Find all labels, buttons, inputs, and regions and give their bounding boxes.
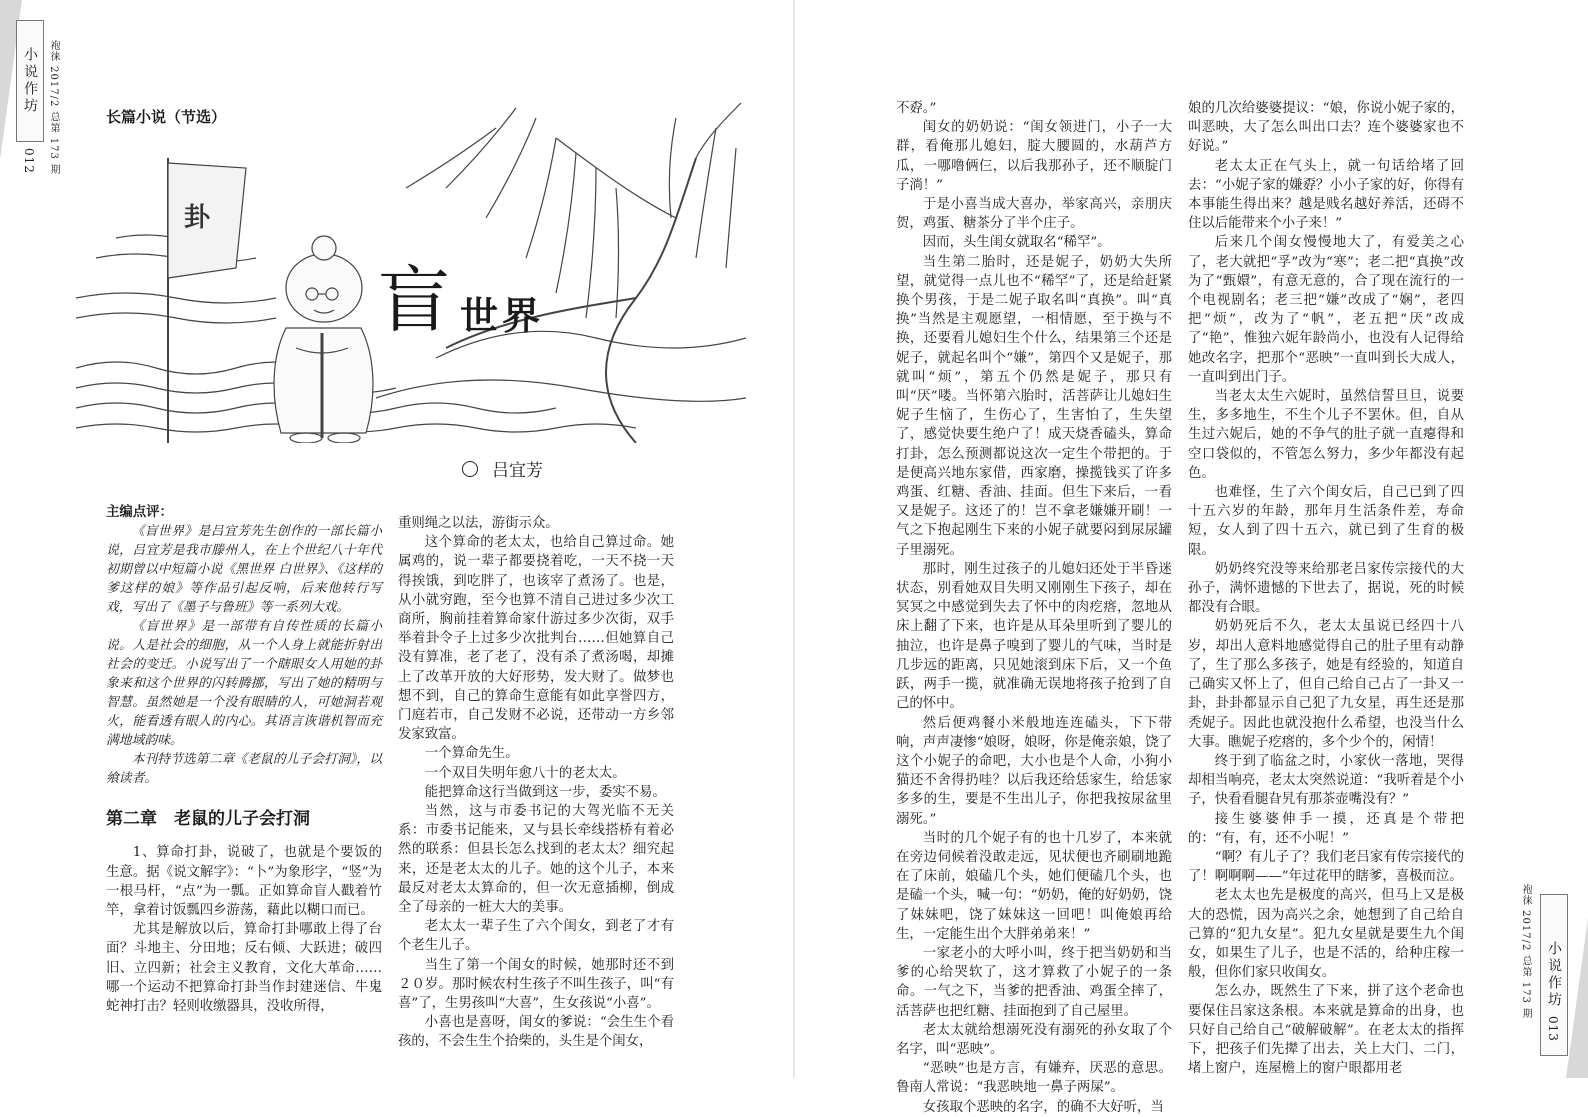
body-paragraph: 当老太太生六妮时，虽然信誓旦旦，说要生，多多地生，不生个儿子不罢休。但，自从生过六妮后，她的不争气的肚子就一直瘪得和空口袋似的，不管怎么努力，多少年都没有起色。 — [1188, 389, 1464, 481]
column-3 — [896, 99, 1172, 1117]
article-title — [378, 260, 544, 340]
editor-note-title: 主编点评： — [106, 504, 173, 520]
body-paragraph: 一个算命先生。 — [424, 746, 519, 762]
left-margin-tab-label: 小说作坊 — [22, 47, 38, 115]
column-4 — [1188, 99, 1464, 1078]
body-paragraph: 怎么办，既然生了下来，拼了这个老命也要保住吕家这条根。本来就是算命的出身，也只好自己给自己“破解破解”。在老太太的指挥下，把孩子们先撵了出去，关上大门、二门，堵上窗户，连屋檐上的窗户眼都用老 — [1188, 984, 1464, 1077]
column-2 — [398, 514, 674, 1052]
body-paragraph: 当生了第一个闺女的时候，她那时还不到２０岁。那时候农村生孩子不叫生孩子，叫“有喜”了，生男孩叫“大喜”，生女孩说“小喜”。 — [398, 957, 674, 1012]
body-paragraph: 因而，头生闺女就取名“稀罕”。 — [922, 235, 1111, 251]
body-paragraph: 接生婆婆伸手一摸，还真是个带把的：“有，有，还不小呢！” — [1188, 811, 1464, 846]
body-paragraph: 那时，刚生过孩子的儿媳妇还处于半昏迷状态，别看她双目失明又刚刚生下孩子，却在冥冥之中感觉到失去了怀中的肉疙瘩，忽地从床上翻了下来，也许是从耳朵里听到了婴儿的抽泣，也许是鼻子嗅到了婴儿的气味，当时是几步远的距离，只见她滚到床下后，又一个鱼跃，两手一揽，就准确无误地将孩子抢到了自己的怀中。 — [896, 561, 1172, 712]
body-paragraph: 重则绳之以法，游街示众。 — [398, 516, 559, 531]
editor-note-paragraph: 本刊特节选第二章《老鼠的儿子会打洞》，以飨读者。 — [106, 752, 382, 787]
body-paragraph: 能把算命这行当做到这一步，委实不易。 — [424, 784, 666, 800]
page-fold — [793, 0, 795, 1078]
body-paragraph: 闺女的奶奶说：“闺女领进门，小子一大群，看俺那儿媳妇，腚大腰圆的，水葫芦方瓜，一哪噜俩仨，以后我那孙子，还不顺腚门子淌！” — [896, 120, 1172, 193]
column-1 — [106, 503, 382, 1016]
body-paragraph: 这个算命的老太太，也给自己算过命。她属鸡的，说一辈子都要挠着吃，一天不挠一天得挨饿，到吃胖了，也该宰了煮汤了。也是，从小就穷跑，至今也算不清自己进过多少次工商所，胸前挂着算命家什游过多少次街，双手举着卦令子上过多少次批判台……但她算自己没有算准，老了老了，没有杀了煮汤喝，却摊上了改革开放的大好形势，发大财了。做梦也想不到，自己的算命生意能有如此享誉四方，门庭若市，自己发财不必说，还带动一方乡邻发家致富。 — [398, 535, 674, 743]
right-page-number: 013 — [1546, 1016, 1560, 1042]
right-margin-tab-label: 小说作坊 — [1546, 941, 1562, 1009]
body-paragraph: 小喜也是喜呀，闺女的爹说：“会生生个看孩的，不会生生个拾柴的，头生是个闺女， — [398, 1015, 674, 1050]
body-paragraph: 尤其是解放以后，算命打卦哪敢上得了台面？斗地主、分田地；反右倾、大跃进；破四旧、立四新；社会主义教育，文化大革命……哪一个运动不把算命打卦当作封建迷信、牛鬼蛇神打击？轻则收缴器具，没收所得， — [106, 922, 382, 1015]
chapter-title: 第二章 老鼠的儿子会打洞 — [106, 809, 310, 830]
left-page-number: 012 — [22, 148, 36, 174]
right-issue-info: 袍徕 2017/2 总第 173 期 — [1520, 884, 1531, 1019]
editor-note-paragraph: 《盲世界》是吕宜芳先生创作的一部长篇小说，吕宜芳是我市滕州人，在上个世纪八十年代初期曾以中短篇小说《黑世界 白世界》、《这样的爹这样的娘》等作品引起反响，后来他转行写戏，写出了《墨子与鲁班》等一系列大戏。 — [106, 524, 382, 616]
body-paragraph: 一家老小的大呼小叫，终于把当奶奶和当爹的心给哭软了，这才算救了小妮子的一条命。一气之下，当爹的把香油、鸡蛋全摔了，活菩萨也把红糖、挂面抱到了自己屋里。 — [896, 945, 1172, 1019]
body-paragraph: 终于到了临盆之时，小家伙一落地，哭得却相当响亮，老太太突然说道：“我听着是个小子，快看看腿旮旯有那茶壶嘴没有？” — [1188, 753, 1464, 808]
author-line — [462, 456, 543, 481]
body-paragraph: 当然，这与市委书记的大驾光临不无关系：市委书记能来，又与县长牵线搭桥有着必然的联系：但县长怎么找到的老太太？细究起来，还是老太太的儿子。她的这个儿子，本来最反对老太太算命的，但一次无意插柳，倒成全了母亲的一桩大大的美事。 — [398, 804, 674, 916]
flag-character: 卦 — [184, 203, 211, 233]
author-name: 吕宜芳 — [492, 461, 543, 481]
section-label: 长篇小说（节选） — [106, 108, 227, 126]
body-paragraph: 于是小喜当成大喜办，举家高兴，亲朋庆贺，鸡蛋、糖茶分了半个庄子。 — [896, 197, 1172, 232]
body-paragraph: 不孬。” — [896, 101, 937, 116]
body-paragraph: 女孩取个恶映的名字，的确不大好听，当 — [922, 1099, 1164, 1115]
body-paragraph: 老太太就给想溺死没有溺死的孙女取了个名字，叫“恶映”。 — [896, 1022, 1172, 1057]
body-paragraph: 当生第二胎时，还是妮子，奶奶大失所望，就觉得一点儿也不“稀罕”了，还是给赶紧换个男孩，于是二妮子取名叫“真换”。叫“真换”当然是主观愿望，一相情愿，至于换与不换，还要看儿媳妇生个什么，结果第三个还是妮子，就起名叫个“嫌”，第四个又是妮子，那就叫“烦”，第五个仍然是妮子，那只有叫“厌”喽。当怀第六胎时，活菩萨让儿媳妇生妮子生恼了，生伤心了，生害怕了，生失望了，感觉快要生绝户了！成天烧香磕头，算命打卦，怎么预测都说这次一定生个带把的。于是便高兴地东家借，西家磨，操揽钱买了许多鸡蛋、红糖、香油、挂面。但生下来后，一看又是妮子。这还了的！岂不拿老嫌嫌开刷！一气之下抱起刚生下来的小妮子就要闷到尿尿罐子里溺死。 — [896, 254, 1172, 558]
body-paragraph: 也难怪，生了六个闺女后，自己已到了四十五六岁的年龄，那年月生活条件差，寿命短，女人到了四十五六，就已到了生育的极限。 — [1188, 485, 1464, 558]
body-paragraph: 然后便鸡餐小米般地连连磕头，下下带响，声声凄惨“娘呀，娘呀，你是俺亲娘，饶了这个小妮子的命吧，大小也是个人命，小狗小猫还不舍得扔哇？以后我还给恁家生，给恁家多多的生，要是不生出儿子，你把我按尿盆里溺死。” — [896, 715, 1172, 827]
left-issue-info: 袍徕 2017/2 总第 173 期 — [48, 40, 59, 175]
body-paragraph: 奶奶终究没等来给那老吕家传宗接代的大孙子，满怀遗憾的下世去了，据说，死的时候都没有合眼。 — [1188, 561, 1464, 616]
body-paragraph: 奶奶死后不久，老太太虽说已经四十八岁，却出人意料地感觉得自己的肚子里有动静了，生了那么多孩子，她是有经验的，知道自己确实又怀上了，但自己给自己占了一卦又一卦，卦卦都显示自己犯了九女星，再生还是那秃妮子。因此也就没抱什么希望，也没当什么大事。瞧妮子疙瘩的，多个少个的，闲情！ — [1188, 619, 1464, 750]
body-paragraph: “啊？有儿子了？我们老吕家有传宗接代的了！啊啊啊——”年过花甲的瞎爹，喜极而泣。 — [1188, 849, 1464, 885]
title-small-chars: 世界 — [460, 293, 545, 338]
body-paragraph: 老太太一辈子生了六个闺女，到老了才有个老生儿子。 — [398, 919, 674, 954]
body-paragraph: 娘的几次给婆婆提议：“娘，你说小妮子家的，叫恶映，大了怎么叫出口去？连个婆婆家也不好说。” — [1188, 101, 1464, 155]
body-paragraph: 当时的几个妮子有的也十几岁了，本来就在旁边伺候着没敢走远，见状便也齐刷刷地跪在了床前，娘磕几个头，她们便磕几个头，也是磕一个头，喊一句：“奶奶，俺的好奶奶，饶了妹妹吧，饶了妹妹这一回吧！叫俺娘再给生，一定能生出个大胖弟弟来！” — [896, 830, 1172, 942]
left-margin-tab — [16, 20, 44, 142]
right-corner-decoration — [1566, 918, 1588, 1078]
editor-note-paragraph: 《盲世界》是一部带有自传性质的长篇小说。人是社会的细胞，从一个人身上就能折射出社会的变迁。小说写出了一个瞎眼女人用她的卦象来和这个世界的闪转腾挪，写出了她的精明与智慧。虽然她是一个没有眼睛的人，可她洞若观火，能看透有眼人的内心。其语言诙谐机智而充满地域韵味。 — [106, 619, 382, 749]
body-paragraph: 老太太正在气头上，就一句话给堵了回去：“小妮子家的嫌孬？小小子家的好，你得有本事能生得出来？越是贱名越好养活，还碍不住以后能带来个小子来！” — [1188, 158, 1464, 232]
body-paragraph: 老太太也先是极度的高兴，但马上又是极大的恐慌，因为高兴之余，她想到了自己给自己算的“犯九女星”。犯九女星就是要生九个闺女，如果生了儿子，也是不活的，给种庄稼一般，但你们家只收闺女。 — [1188, 888, 1464, 981]
title-big-char: 盲 — [378, 258, 451, 342]
body-paragraph: 后来几个闺女慢慢地大了，有爱美之心了，老大就把“孚”改为“寒”；老二把“真换”改为了“甄嬛”，有意无意的，合了现在流行的一个电视剧名；老三把“嫌”改成了“娴”，老四把“烦”，改为了“帆”，老五把“厌”改成了“艳”，惟独六妮年龄尚小，也没有人记得给她改名字，把那个“恶映”一直叫到长大成人，一直叫到出门子。 — [1188, 235, 1464, 385]
circle-icon — [462, 461, 478, 477]
body-paragraph: 1、算命打卦，说破了，也就是个要饭的生意。据《说文解字》：“卜”为象形字，“竖”为一根马杆，“点”为一瓢。正如算命盲人戳着竹竿，拿着讨饭瓢四乡游荡，藉此以糊口而已。 — [106, 845, 382, 919]
body-paragraph: 一个双目失明年愈八十的老太太。 — [424, 765, 626, 781]
editor-note — [106, 522, 382, 788]
body-paragraph: “恶映”也是方言，有嫌弃，厌恶的意思。鲁南人常说：“我恶映地一鼻子两屎”。 — [896, 1061, 1172, 1096]
